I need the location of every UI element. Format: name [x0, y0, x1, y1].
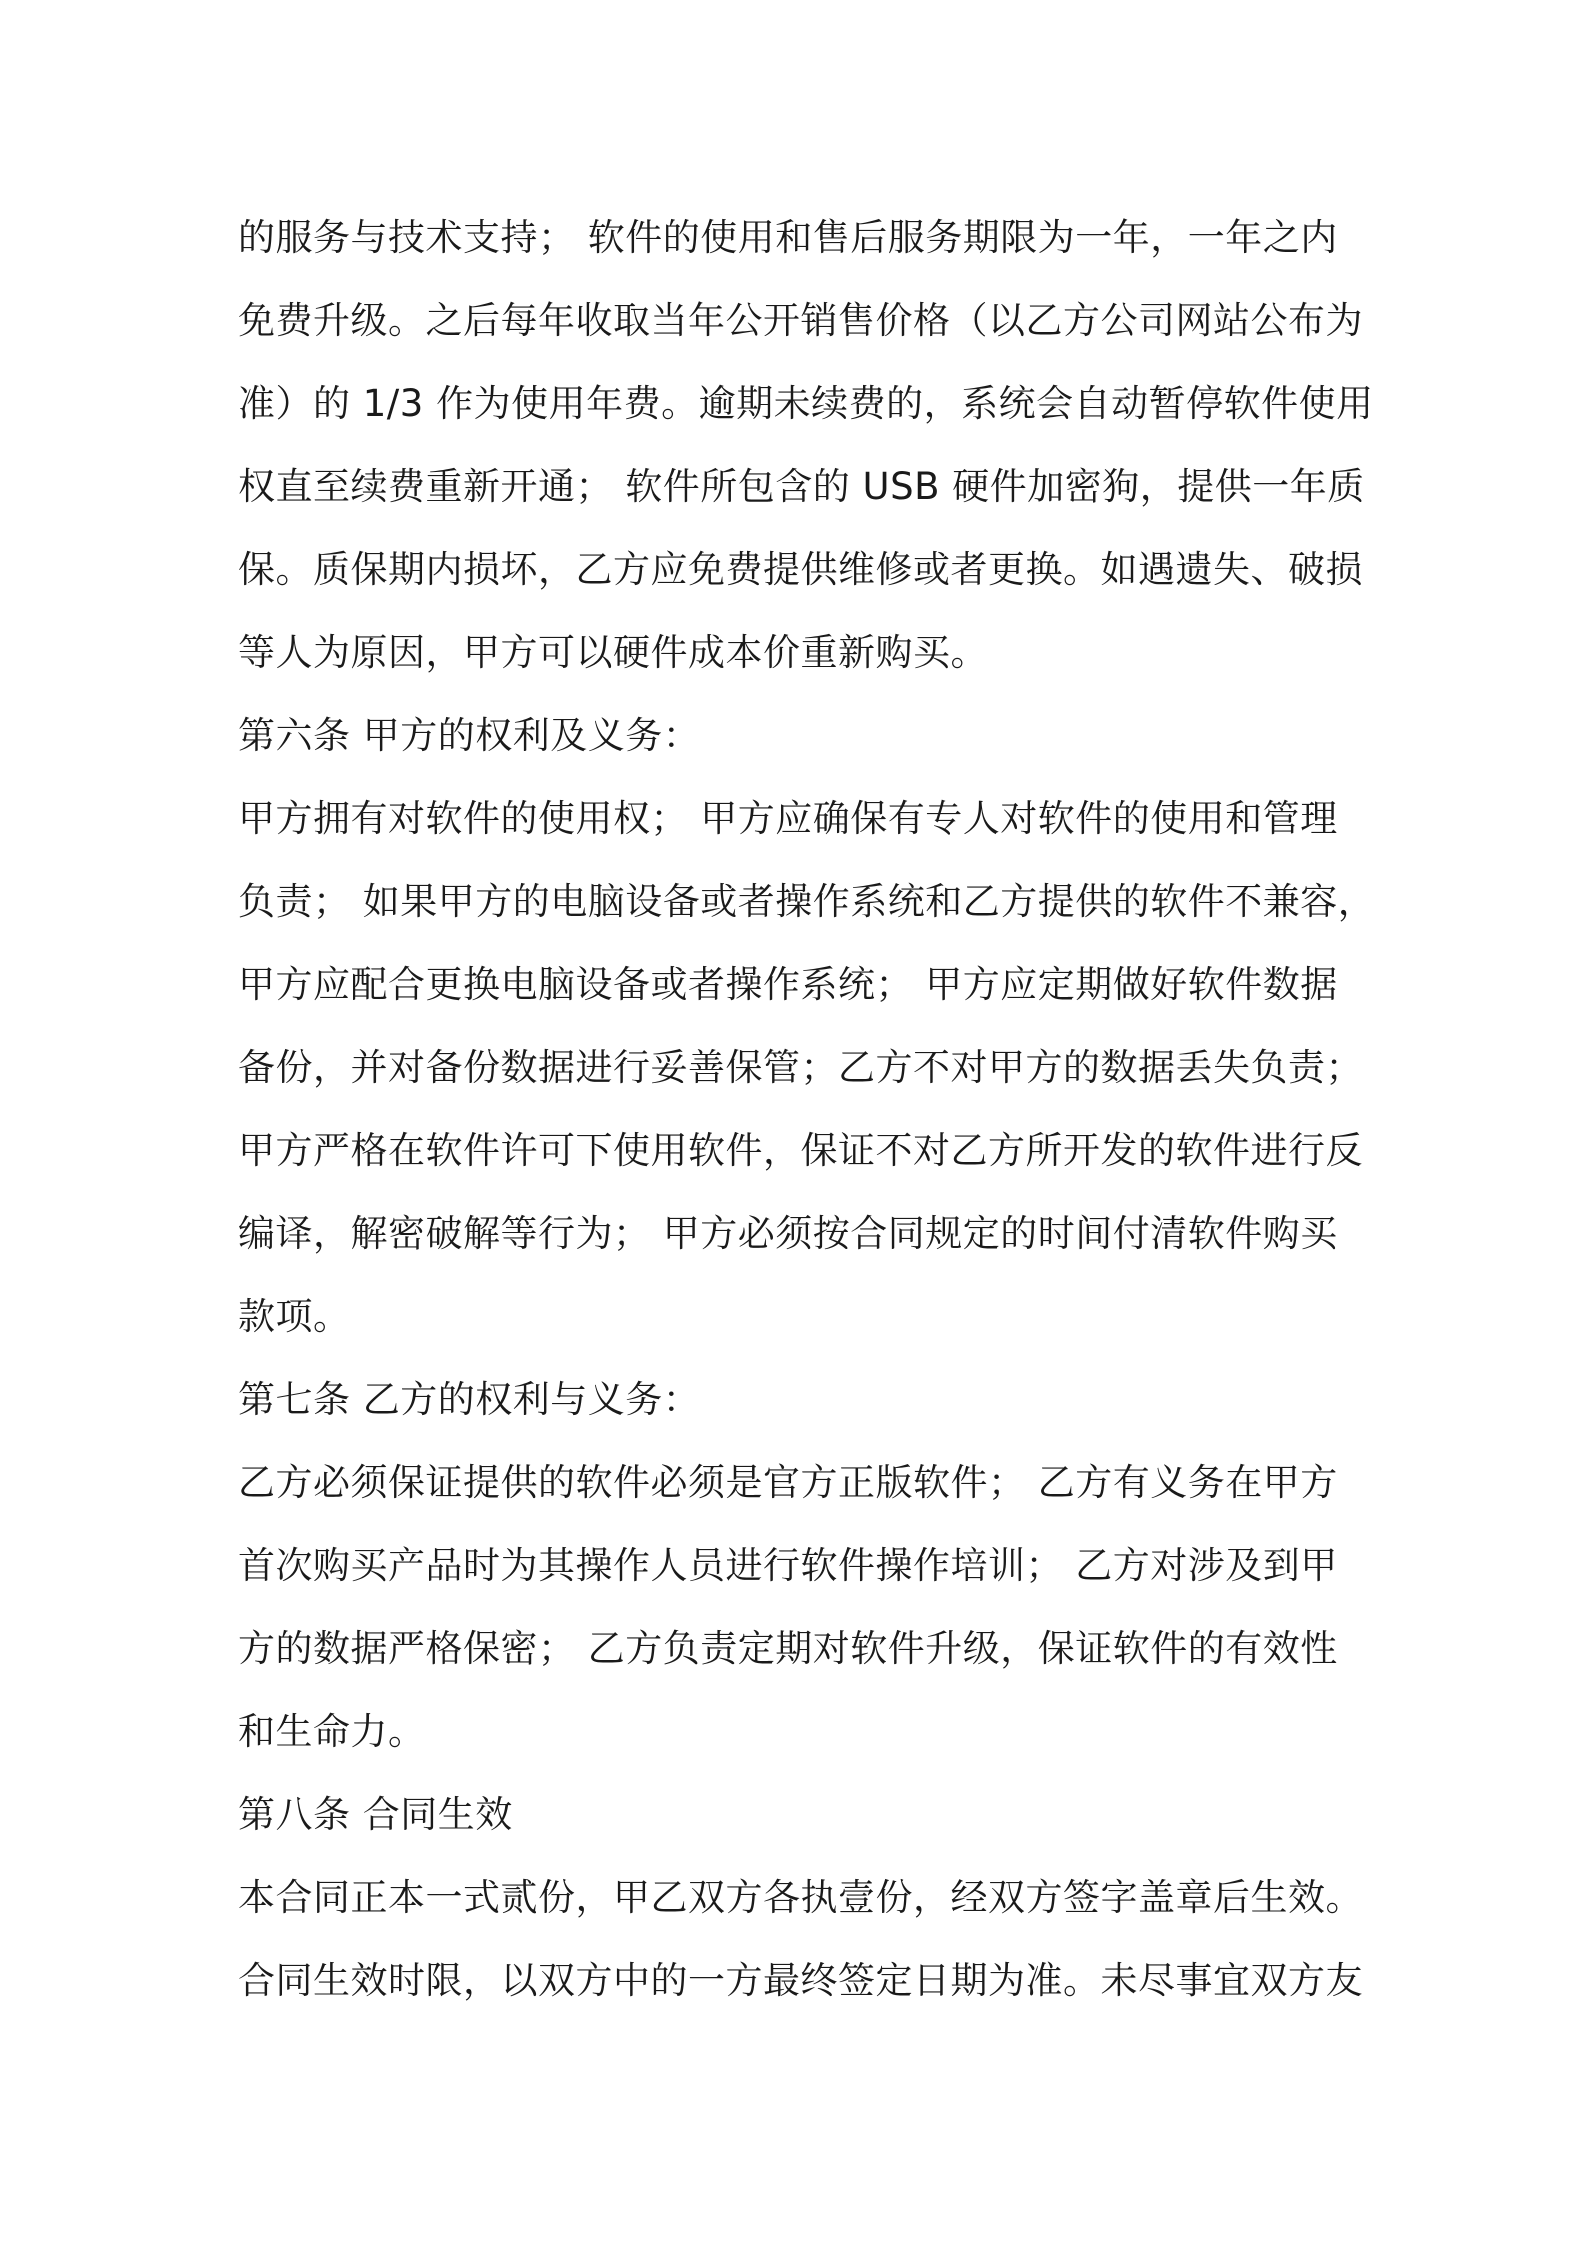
text-line: 款项。 — [238, 1295, 351, 1338]
text-line: 方的数据严格保密； 乙方负责定期对软件升级，保证软件的有效性 — [238, 1627, 1338, 1670]
text-line: 免费升级。之后每年收取当年公开销售价格（以乙方公司网站公布为 — [238, 299, 1363, 342]
text-line: 权直至续费重新开通； 软件所包含的 USB 硬件加密狗，提供一年质 — [238, 465, 1365, 508]
text-line: 本合同正本一式贰份，甲乙双方各执壹份，经双方签字盖章后生效。 — [238, 1876, 1363, 1919]
contract-text-body — [238, 196, 1376, 2022]
text-line: 的服务与技术支持； 软件的使用和售后服务期限为一年，一年之内 — [238, 216, 1338, 259]
text-line: 编译，解密破解等行为； 甲方必须按合同规定的时间付清软件购买 — [238, 1212, 1338, 1255]
text-line: 甲方应配合更换电脑设备或者操作系统； 甲方应定期做好软件数据 — [238, 963, 1338, 1006]
text-line: 合同生效时限，以双方中的一方最终签定日期为准。未尽事宜双方友 — [238, 1959, 1363, 2002]
text-line: 首次购买产品时为其操作人员进行软件操作培训； 乙方对涉及到甲 — [238, 1544, 1338, 1587]
text-line: 备份，并对备份数据进行妥善保管；乙方不对甲方的数据丢失负责； — [238, 1046, 1363, 1089]
text-line: 甲方拥有对软件的使用权； 甲方应确保有专人对软件的使用和管理 — [238, 797, 1338, 840]
text-line: 负责； 如果甲方的电脑设备或者操作系统和乙方提供的软件不兼容， — [238, 880, 1376, 923]
text-line: 准）的 1/3 作为使用年费。逾期未续费的，系统会自动暂停软件使用 — [238, 382, 1374, 425]
text-line: 和生命力。 — [238, 1710, 426, 1753]
text-line: 保。质保期内损坏，乙方应免费提供维修或者更换。如遇遗失、破损 — [238, 548, 1363, 591]
section-heading-article-8: 第八条 合同生效 — [238, 1793, 513, 1836]
text-line: 乙方必须保证提供的软件必须是官方正版软件； 乙方有义务在甲方 — [238, 1461, 1338, 1504]
text-line: 等人为原因，甲方可以硬件成本价重新购买。 — [238, 631, 988, 674]
section-heading-article-7: 第七条 乙方的权利与义务： — [238, 1378, 701, 1421]
text-line: 甲方严格在软件许可下使用软件，保证不对乙方所开发的软件进行反 — [238, 1129, 1363, 1172]
section-heading-article-6: 第六条 甲方的权利及义务： — [238, 714, 701, 757]
